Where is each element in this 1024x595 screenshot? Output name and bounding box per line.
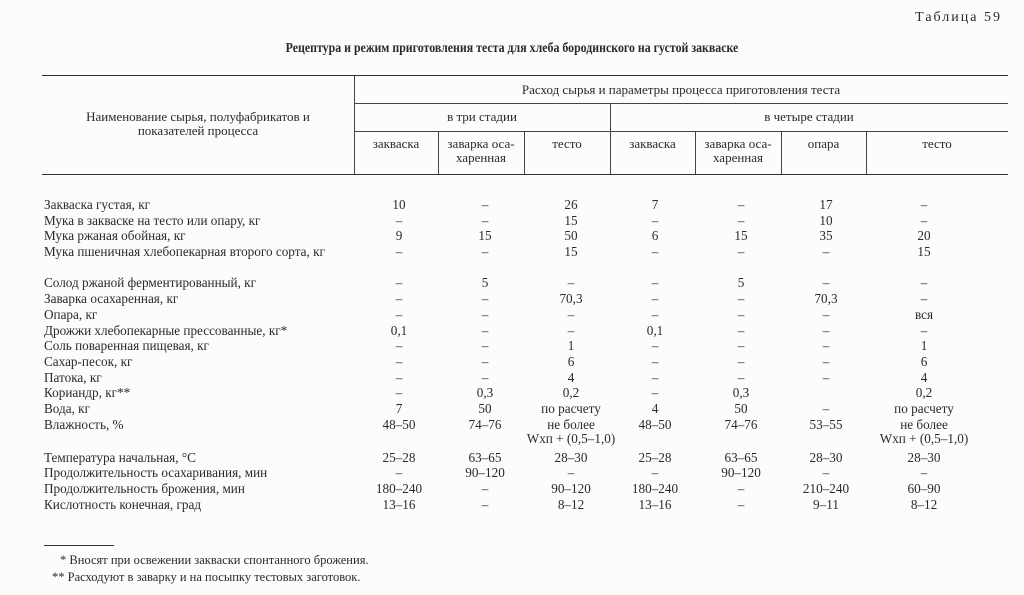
cell-text: – <box>481 353 489 369</box>
cell-value <box>854 465 994 481</box>
cell-text: 70,3 <box>814 291 838 307</box>
cell-text: – <box>822 244 830 260</box>
cell-text: 28–30 <box>809 449 843 465</box>
cell-text: – <box>737 291 745 307</box>
cell-text: – <box>822 322 830 338</box>
cell-text: – <box>395 353 403 369</box>
cell-text: 50 <box>478 400 492 416</box>
cell-text: – <box>920 322 928 338</box>
cell-value <box>854 275 994 291</box>
cell-text: 5 <box>481 275 489 291</box>
row-label: Продолжительность осахаривания, мин <box>44 465 268 481</box>
cell-text: – <box>737 212 745 228</box>
cell-text: 13–16 <box>638 496 672 512</box>
cell-text: – <box>737 481 745 497</box>
cell-value <box>854 370 994 386</box>
cell-text: – <box>395 369 403 385</box>
cell-text: – <box>651 291 659 307</box>
row-label: Влажность, % <box>44 416 124 432</box>
cell-text: – <box>822 306 830 322</box>
header-three-stages: в три стадии <box>447 109 517 124</box>
cell-text: 15 <box>564 212 578 228</box>
cell-text: – <box>481 244 489 260</box>
cell-text: 180–240 <box>631 481 679 497</box>
footnote: * Вносят при освежении закваски спонтанного брожения. <box>60 553 369 567</box>
cell-text: 8–12 <box>557 496 585 512</box>
table-row <box>44 244 1008 275</box>
table-title: Рецептура и режим приготовления теста для хлеба бородинского на густой закваске <box>285 40 739 55</box>
column-header: закваска <box>629 136 676 151</box>
row-label: Патока, кг <box>44 369 102 385</box>
cell-value <box>854 323 994 339</box>
table-number: Таблица 59 <box>915 10 1002 25</box>
cell-text: 0,1 <box>646 322 664 338</box>
cell-text: – <box>737 322 745 338</box>
cell-text: 7 <box>395 400 403 416</box>
cell-text: – <box>651 385 659 401</box>
cell-value <box>854 307 994 323</box>
cell-text: 15 <box>564 244 578 260</box>
cell-text: 15 <box>734 228 748 244</box>
cell-subtext: Wхп + (0,5–1,0) <box>879 431 969 447</box>
table-row <box>44 465 1008 481</box>
table-row <box>44 450 1008 466</box>
cell-text: – <box>395 338 403 354</box>
cell-text: – <box>651 338 659 354</box>
cell-value <box>854 228 994 244</box>
header-four-stages: в четыре стадии <box>764 109 854 124</box>
cell-value <box>854 213 994 229</box>
table-row <box>44 307 1008 323</box>
cell-text: 10 <box>392 197 406 212</box>
cell-text: – <box>395 385 403 401</box>
cell-text: – <box>481 369 489 385</box>
cell-text: 50 <box>734 400 748 416</box>
table-row <box>44 354 1008 370</box>
cell-text: 4 <box>651 400 659 416</box>
cell-value <box>686 385 796 401</box>
table-row <box>44 370 1008 386</box>
cell-text: 1 <box>567 338 575 354</box>
cell-text: 28–30 <box>554 449 588 465</box>
cell-text: – <box>567 275 575 291</box>
cell-text: не более <box>900 416 948 432</box>
cell-text: 90–120 <box>465 465 505 481</box>
header-first-column: Наименование сырья, полуфабрикатов и показателей процесса <box>86 109 310 138</box>
cell-text: 28–30 <box>907 449 941 465</box>
row-label: Дрожжи хлебопекарные прессованные, кг* <box>44 322 288 338</box>
cell-text: – <box>481 322 489 338</box>
cell-text: 9–11 <box>813 496 839 512</box>
cell-text: 50 <box>564 228 578 244</box>
table-row <box>44 323 1008 339</box>
row-label: Мука ржаная обойная, кг <box>44 228 186 244</box>
cell-text: 5 <box>737 275 745 291</box>
cell-text: 48–50 <box>638 416 672 432</box>
cell-text: 17 <box>819 197 833 212</box>
cell-text: вся <box>914 306 934 322</box>
cell-subtext: Wхп + (0,5–1,0) <box>526 431 616 447</box>
row-label: Вода, кг <box>44 400 90 416</box>
cell-text: – <box>822 275 830 291</box>
cell-text: 0,3 <box>732 385 750 401</box>
cell-text: 210–240 <box>802 481 850 497</box>
cell-text: – <box>567 322 575 338</box>
cell-text: 180–240 <box>375 481 423 497</box>
cell-text: – <box>395 291 403 307</box>
table-row <box>44 213 1008 229</box>
cell-text: по расчету <box>541 400 601 416</box>
cell-text: – <box>567 306 575 322</box>
cell-text: 0,1 <box>390 322 408 338</box>
cell-text: 63–65 <box>468 449 502 465</box>
cell-text: 74–76 <box>468 416 502 432</box>
table-row <box>44 275 1008 291</box>
cell-text: – <box>651 353 659 369</box>
column-header: заварка оса-харенная <box>447 136 515 165</box>
cell-text: – <box>481 338 489 354</box>
row-label: Мука в закваске на тесто или опару, кг <box>44 212 261 228</box>
cell-text: – <box>481 481 489 497</box>
cell-text: 0,3 <box>476 385 494 401</box>
cell-text: 1 <box>920 338 928 354</box>
cell-text: – <box>651 275 659 291</box>
column-header: тесто <box>922 136 952 151</box>
cell-text: 15 <box>478 228 492 244</box>
cell-text: 13–16 <box>382 496 416 512</box>
cell-text: – <box>651 369 659 385</box>
cell-text: 70,3 <box>559 291 583 307</box>
cell-text: – <box>481 306 489 322</box>
row-label: Продолжительность брожения, мин <box>44 481 245 497</box>
cell-text: – <box>481 212 489 228</box>
header-group-label: Расход сырья и параметры процесса приготовления теста <box>521 81 841 97</box>
cell-text: – <box>920 465 928 481</box>
cell-text: – <box>920 197 928 212</box>
table-row <box>44 291 1008 307</box>
cell-text: 90–120 <box>721 465 761 481</box>
cell-value <box>854 497 994 513</box>
header-divider <box>354 131 1008 132</box>
cell-text: – <box>651 465 659 481</box>
row-label: Кориандр, кг** <box>44 385 131 401</box>
row-label: Температура начальная, °С <box>44 449 196 465</box>
table-row <box>44 228 1008 244</box>
cell-text: – <box>737 338 745 354</box>
column-header: закваска <box>372 136 420 151</box>
cell-text: – <box>737 496 745 512</box>
cell-text: 15 <box>917 244 931 260</box>
row-label: Опара, кг <box>44 306 98 322</box>
footnote: ** Расходуют в заварку и на посыпку тестовых заготовок. <box>52 570 361 584</box>
cell-value <box>854 291 994 307</box>
cell-text: – <box>567 465 575 481</box>
cell-text: – <box>920 275 928 291</box>
cell-text: – <box>920 212 928 228</box>
cell-text: 90–120 <box>551 481 591 497</box>
cell-text: – <box>651 306 659 322</box>
cell-text: – <box>395 275 403 291</box>
row-label: Кислотность конечная, град <box>44 496 202 512</box>
cell-text: – <box>822 400 830 416</box>
cell-text: 4 <box>920 369 928 385</box>
cell-text: – <box>822 353 830 369</box>
cell-text: – <box>920 291 928 307</box>
row-label: Соль поваренная пищевая, кг <box>44 338 209 354</box>
cell-value <box>854 244 994 260</box>
cell-text: 6 <box>567 353 575 369</box>
cell-text: – <box>481 496 489 512</box>
cell-text: – <box>737 369 745 385</box>
cell-text: 9 <box>395 228 403 244</box>
cell-text: 35 <box>819 228 833 244</box>
cell-text: 25–28 <box>638 449 672 465</box>
cell-value <box>854 197 994 213</box>
cell-value <box>854 385 994 401</box>
cell-text: по расчету <box>894 400 954 416</box>
table-row <box>44 401 1008 417</box>
cell-text: – <box>822 369 830 385</box>
cell-text: – <box>651 212 659 228</box>
table-header <box>42 75 1008 175</box>
cell-text: 0,2 <box>562 385 580 401</box>
cell-text: 20 <box>917 228 931 244</box>
cell-text: – <box>822 465 830 481</box>
table-row <box>44 338 1008 354</box>
cell-value <box>854 450 994 466</box>
cell-text: – <box>737 197 745 212</box>
cell-text: – <box>395 306 403 322</box>
cell-text: – <box>822 338 830 354</box>
row-label: Закваска густая, кг <box>44 197 151 212</box>
row-label: Сахар-песок, кг <box>44 353 133 369</box>
cell-text: 7 <box>651 197 659 212</box>
cell-text: 6 <box>651 228 659 244</box>
cell-text: 6 <box>920 353 928 369</box>
footnote-divider <box>44 545 114 546</box>
cell-text: – <box>481 197 489 212</box>
table-row <box>44 197 1008 213</box>
cell-text: 74–76 <box>724 416 758 432</box>
table-row <box>44 497 1008 513</box>
row-label: Мука пшеничная хлебопекарная второго сорта, кг <box>44 244 325 260</box>
table-row <box>44 417 1008 450</box>
cell-text: 63–65 <box>724 449 758 465</box>
cell-value <box>854 338 994 354</box>
cell-text: 4 <box>567 369 575 385</box>
cell-text: – <box>481 291 489 307</box>
cell-text: – <box>395 212 403 228</box>
cell-value <box>854 417 994 447</box>
column-header: заварка оса-харенная <box>704 136 772 165</box>
table-body <box>44 197 1008 512</box>
cell-value <box>854 481 994 497</box>
row-label: Солод ржаной ферментированный, кг <box>44 275 256 291</box>
cell-text: не более <box>547 416 595 432</box>
cell-text: 48–50 <box>382 416 416 432</box>
table-row <box>44 481 1008 497</box>
cell-text: 0,2 <box>915 385 933 401</box>
cell-text: 8–12 <box>910 496 938 512</box>
cell-value <box>854 354 994 370</box>
cell-text: – <box>737 353 745 369</box>
cell-text: – <box>651 244 659 260</box>
table-row <box>44 385 1008 401</box>
cell-text: – <box>395 465 403 481</box>
cell-text: – <box>737 306 745 322</box>
cell-value <box>854 401 994 417</box>
cell-text: 25–28 <box>382 449 416 465</box>
row-label: Заварка осахаренная, кг <box>44 291 179 307</box>
column-header: тесто <box>552 136 582 151</box>
cell-text: – <box>737 244 745 260</box>
column-header: опара <box>807 136 840 151</box>
cell-text: 10 <box>819 212 833 228</box>
cell-text: – <box>395 244 403 260</box>
cell-text: 53–55 <box>809 416 843 432</box>
cell-text: 60–90 <box>907 481 941 497</box>
cell-text: 26 <box>564 197 578 212</box>
